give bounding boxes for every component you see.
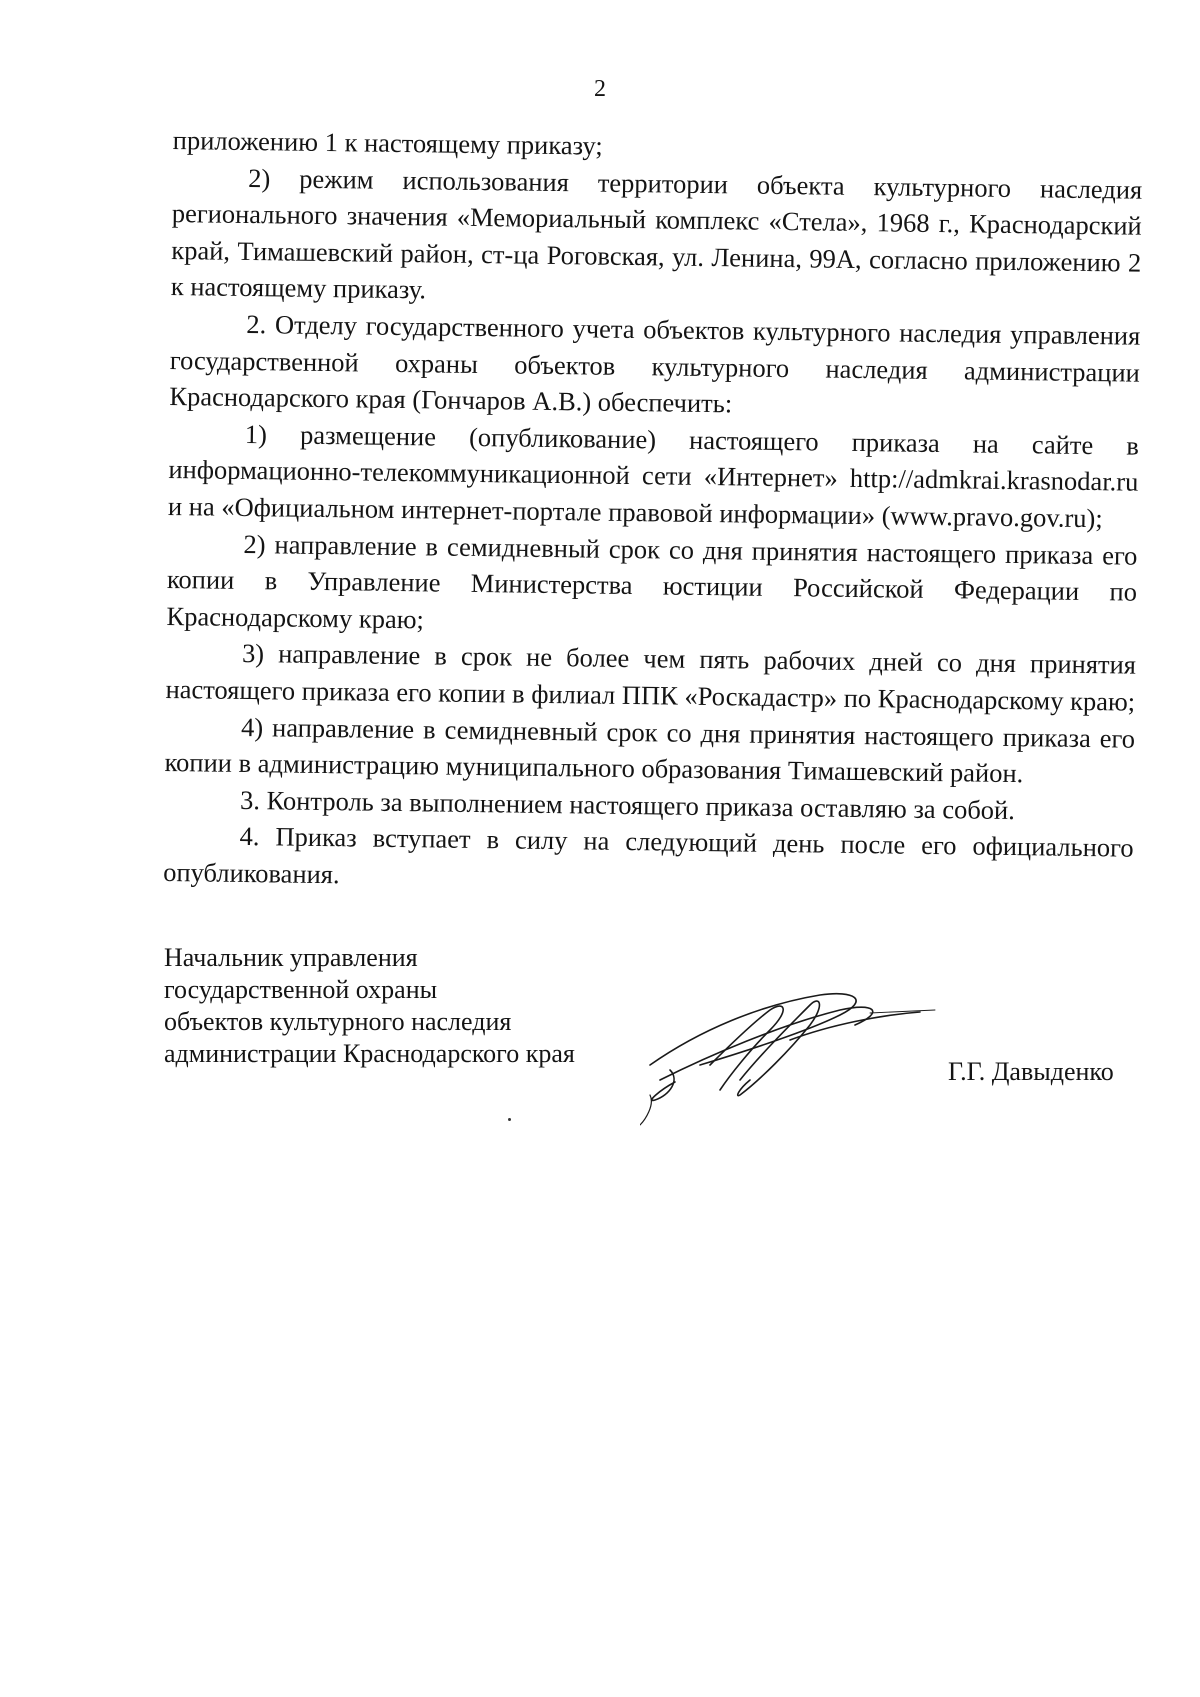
signer-position-line: государственной охраны [164, 975, 438, 1004]
scan-speck [508, 1118, 511, 1121]
signer-position-line: администрации Краснодарского края [164, 1039, 575, 1068]
paragraph-9: 4. Приказ вступает в силу на следующий день после его официального опубликования. [162, 821, 1134, 890]
document-body [163, 122, 1143, 903]
handwritten-signature [640, 970, 940, 1130]
paragraph-6: 3) направление в срок не более чем пять рабочих дней со дня принятия настоящего приказа его копии в филиал ППК «Роскадастр» по Краснодарскому краю; [165, 638, 1137, 717]
paragraph-7: 4) направление в семидневный срок со дня принятия настоящего приказа его копии в администрацию муниципального образования Тимашевский район. [164, 711, 1136, 789]
paragraph-1: приложению 1 к настоящему приказу; [172, 124, 603, 161]
paragraph-8: 3. Контроль за выполнением настоящего приказа оставляю за собой. [239, 784, 1016, 825]
signer-position-line: объектов культурного наследия [164, 1007, 512, 1036]
paragraph-4: 1) размещение (опубликование) настоящего приказа на сайте в информационно-телекоммуникационной сети «Интернет» http://admkrai.krasnodar.ru и на «Официальном интернет-портале правовой информации» (www.pravo.gov.ru); [167, 418, 1140, 534]
page-number: 2 [594, 76, 606, 102]
signer-position [164, 942, 575, 1070]
paragraph-5: 2) направление в семидневный срок со дня принятия настоящего приказа его копии в Управление Министерства юстиции Российской Федерации по Краснодарскому краю; [166, 528, 1138, 635]
signer-name: Г.Г. Давыденко [948, 1057, 1114, 1086]
paragraph-3: 2. Отделу государственного учета объектов культурного наследия управления государственной охраны объектов культурного наследия администрации Краснодарского края (Гончаров А.В.) обеспечить: [169, 308, 1141, 419]
paragraph-2: 2) режим использования территории объекта культурного наследия регионального значения «Мемориальный комплекс «Стела», 1968 г., Краснодарский край, Тимашевский район, ст-ца Роговская, ул. Ленина, 99А, согласно приложению 2 к настоящему приказу. [170, 162, 1143, 305]
signer-position-line: Начальник управления [164, 943, 418, 972]
